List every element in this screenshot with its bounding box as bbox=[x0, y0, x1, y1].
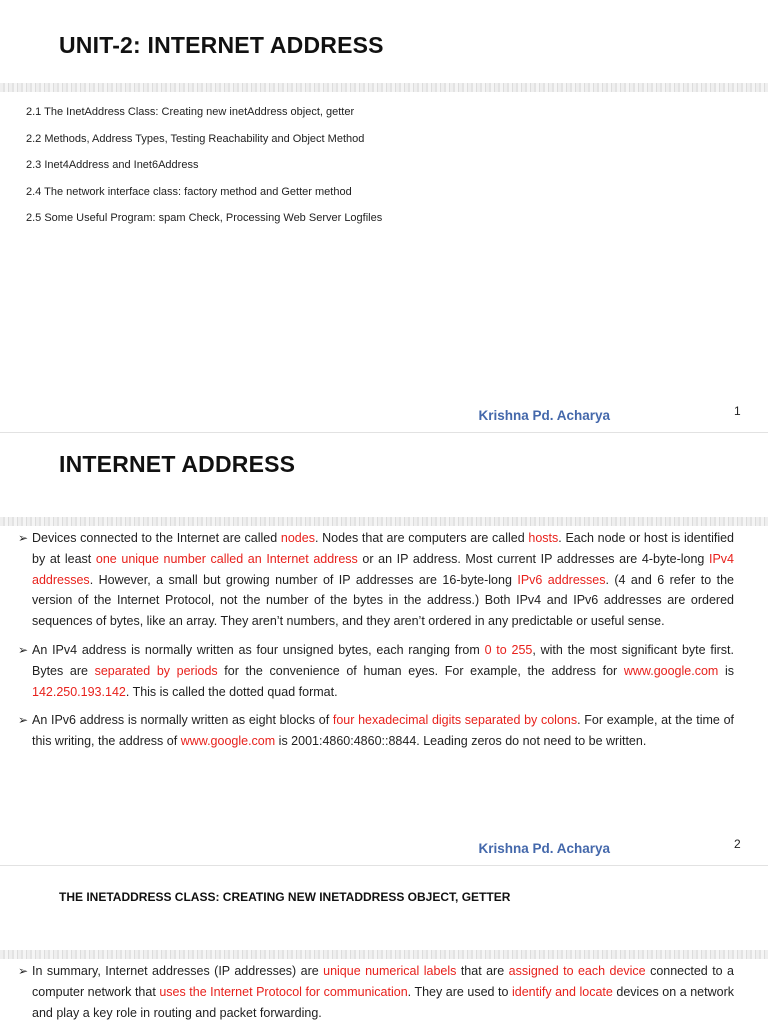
text-run: that are bbox=[456, 964, 509, 978]
highlight-text: unique numerical labels bbox=[323, 964, 457, 978]
page-number: 1 bbox=[734, 404, 741, 418]
arrow-bullet-icon: ➢ bbox=[18, 713, 29, 728]
slide-title: INTERNET ADDRESS bbox=[59, 451, 296, 477]
highlight-text: www.google.com bbox=[180, 734, 276, 749]
highlight-text: one unique number called an Internet address bbox=[95, 551, 358, 566]
text-run: for the convenience of human eyes. For example, the address for bbox=[217, 663, 624, 678]
text-run: devices on a network and play a key role in routing and packet forwarding. bbox=[32, 984, 734, 1020]
text-run: Devices connected to the Internet are called bbox=[32, 531, 281, 545]
text-run: . (4 and 6 refer to the version of the Internet Protocol, not the number of the bytes in the address.) Both IPv4 and IPv6 addresses are ordered sequences of bytes, like an array. They aren’t numbers, and they aren’t ordered in any predictable or useful sense. bbox=[32, 572, 734, 629]
highlight-text: hosts bbox=[528, 531, 559, 545]
slide-3 bbox=[0, 866, 768, 1024]
text-run: . Each node or host is identified by at least bbox=[32, 531, 734, 566]
decorative-band bbox=[0, 517, 768, 526]
text-run: or an IP address. Most current IP addresses are 4-byte-long bbox=[357, 551, 709, 566]
highlight-text: identify and locate bbox=[511, 984, 613, 999]
highlight-text: assigned to each device bbox=[508, 964, 646, 978]
highlight-text: 142.250.193.142 bbox=[32, 684, 126, 699]
bullet-item bbox=[18, 528, 734, 632]
highlight-text: uses the Internet Protocol for communication bbox=[159, 984, 408, 999]
table-of-contents bbox=[26, 104, 382, 237]
highlight-text: IPv4 addresses bbox=[32, 551, 734, 587]
author-name: Krishna Pd. Acharya bbox=[478, 408, 610, 423]
text-run: is bbox=[718, 663, 734, 678]
slide-title: THE INETADDRESS CLASS: CREATING NEW INETADDRESS OBJECT, GETTER bbox=[59, 890, 511, 904]
highlight-text: IPv6 addresses bbox=[517, 572, 606, 587]
bullet-list bbox=[18, 961, 734, 1031]
bullet-item bbox=[18, 961, 734, 1023]
text-run: . They are used to bbox=[407, 984, 512, 999]
decorative-band bbox=[0, 950, 768, 959]
author-name: Krishna Pd. Acharya bbox=[478, 841, 610, 856]
text-run: connected to a computer network that bbox=[32, 964, 735, 999]
text-run: . However, a small but growing number of IP addresses are 16-byte-long bbox=[89, 572, 518, 587]
slide-title: UNIT-2: INTERNET ADDRESS bbox=[59, 32, 384, 58]
decorative-band bbox=[0, 83, 768, 92]
highlight-text: four hexadecimal digits separated by colons bbox=[332, 713, 578, 728]
highlight-text: www.google.com bbox=[623, 663, 719, 678]
slide-2 bbox=[0, 433, 768, 865]
text-run: . For example, at the time of this writing, the address of bbox=[32, 713, 734, 749]
highlight-text: 0 to 255 bbox=[484, 642, 533, 657]
text-run: . Nodes that are computers are called bbox=[314, 531, 529, 545]
text-run: , with the most significant byte first. Bytes are bbox=[32, 642, 734, 678]
arrow-bullet-icon: ➢ bbox=[18, 642, 29, 657]
highlight-text: separated by periods bbox=[94, 663, 218, 678]
arrow-bullet-icon: ➢ bbox=[18, 531, 29, 545]
slide-1 bbox=[0, 0, 768, 432]
text-run: In summary, Internet addresses (IP addresses) are bbox=[32, 964, 324, 978]
text-run: is 2001:4860:4860::8844. Leading zeros do not need to be written. bbox=[275, 734, 647, 749]
text-run: . This is called the dotted quad format. bbox=[125, 684, 338, 699]
toc-item: 2.4 The network interface class: factory method and Getter method bbox=[26, 185, 352, 198]
text-run: An IPv6 address is normally written as eight blocks of bbox=[32, 713, 333, 728]
bullet-item bbox=[18, 710, 734, 752]
toc-item: 2.3 Inet4Address and Inet6Address bbox=[26, 159, 199, 171]
text-run: An IPv4 address is normally written as four unsigned bytes, each ranging from bbox=[32, 642, 485, 657]
page-number: 2 bbox=[734, 837, 741, 851]
highlight-text: nodes bbox=[280, 531, 315, 545]
bullet-item bbox=[18, 640, 734, 702]
toc-item: 2.5 Some Useful Program: spam Check, Processing Web Server Logfiles bbox=[26, 212, 383, 224]
toc-item: 2.1 The InetAddress Class: Creating new inetAddress object, getter bbox=[26, 106, 355, 118]
arrow-bullet-icon: ➢ bbox=[18, 964, 29, 978]
toc-item: 2.2 Methods, Address Types, Testing Reachability and Object Method bbox=[26, 132, 365, 145]
bullet-list bbox=[18, 528, 734, 760]
